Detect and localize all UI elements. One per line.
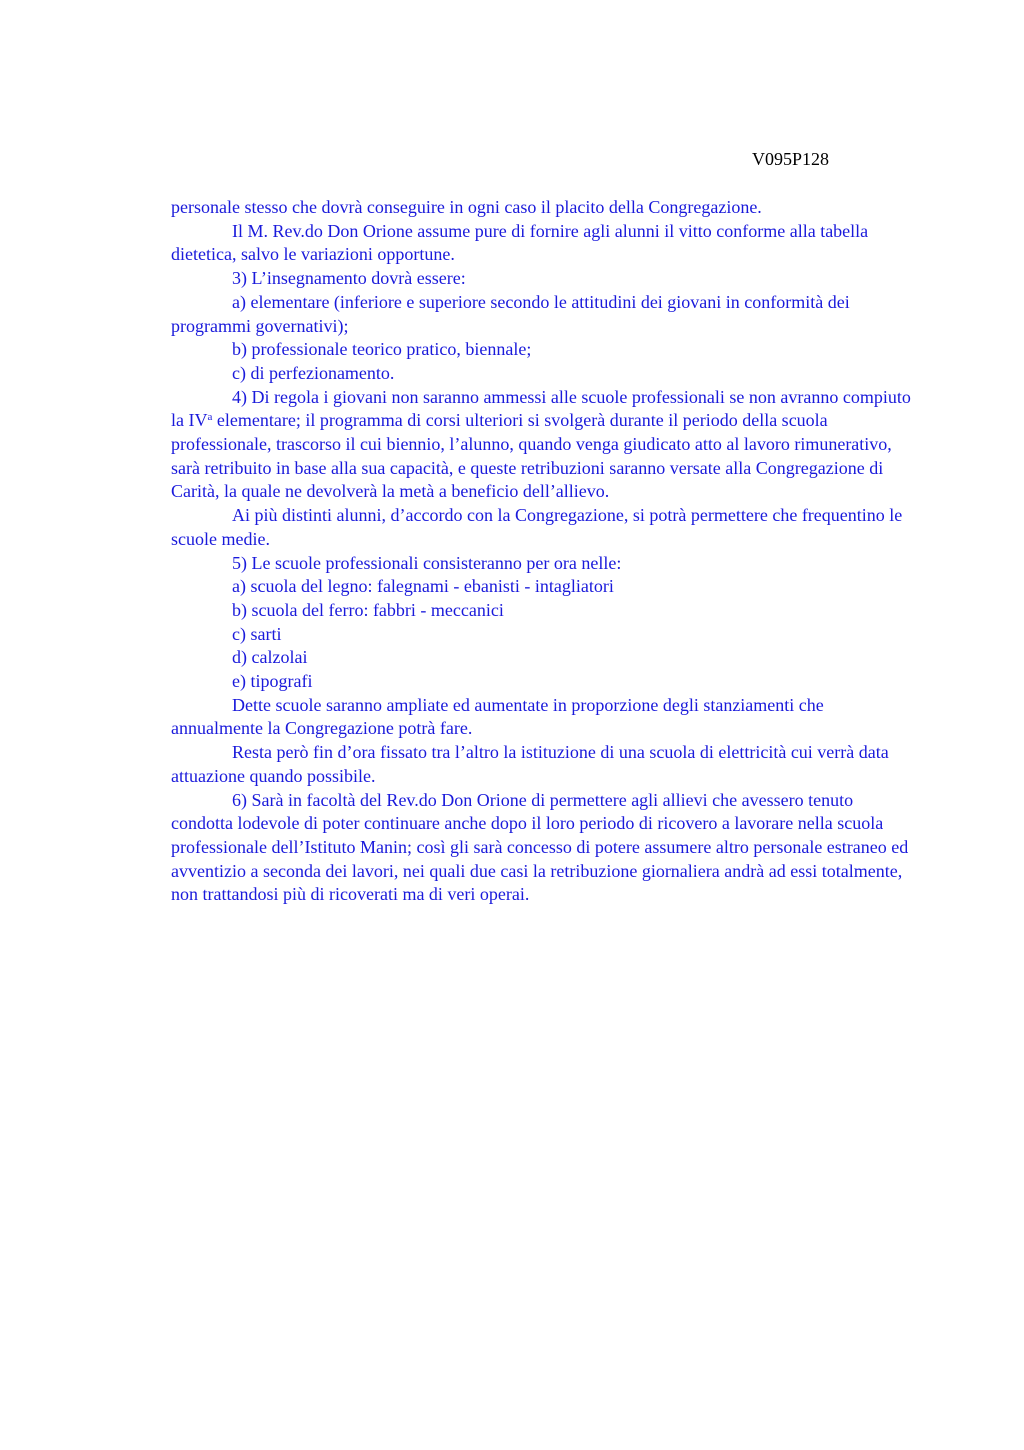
paragraph-elettricita: Resta però fin d’ora fissato tra l’altro la istituzione di una scuola di elettricità cui verrà data attuazione quando possibile. xyxy=(171,742,889,786)
clause-4-paragraph xyxy=(171,386,916,505)
clause-5-item-e: e) tipografi xyxy=(232,671,313,692)
clause-5-item-c: c) sarti xyxy=(232,623,282,644)
clause-3-item-a: a) elementare (inferiore e superiore secondo le attitudini dei giovani in conformità dei programmi governativi); xyxy=(171,291,850,336)
document-body xyxy=(171,196,916,907)
page-identifier: V095P128 xyxy=(752,149,830,169)
paragraph-vitto: Il M. Rev.do Don Orione assume pure di fornire agli alunni il vitto conforme alla tabella dietetica, salvo le variazioni opportune. xyxy=(171,220,869,265)
clause-4-text-after: elementare; il programma di corsi ulteriori si svolgerà durante il periodo della scuola professionale, trascorso il cui biennio, l’alunno, quando venga giudicato atto al lavoro rimunerativo, sarà retribuito in base alla sua capacità, e queste retribuzioni saranno versate alla Congregazione di Carità, la quale ne devolverà la metà a beneficio dell’allievo. xyxy=(171,410,892,502)
clause-3-item-b: b) professionale teorico pratico, biennale; xyxy=(232,339,532,360)
clause-4-text-before: 4) Di regola i giovani non saranno ammessi alle scuole professionali se non avranno compiuto la IV xyxy=(171,386,911,431)
ordinal-superscript: a xyxy=(207,411,213,424)
clause-3-item-c: c) di perfezionamento. xyxy=(232,362,395,383)
clause-5-heading: 5) Le scuole professionali consisteranno per ora nelle: xyxy=(232,552,622,573)
clause-5-item-b: b) scuola del ferro: fabbri - meccanici xyxy=(232,599,504,620)
clause-6-paragraph: 6) Sarà in facoltà del Rev.do Don Orione di permettere agli allievi che avessero tenuto condotta lodevole di poter continuare anche dopo il loro periodo di ricovero a lavorare nella scuola professionale dell’Istituto Manin; così gli sarà concesso di potere assumere altro personale estraneo ed avventizio a seconda dei lavori, nei quali due casi la retribuzione giornaliera andrà ad essi totalmente, non trattandosi più di ricoverati ma di veri operai. xyxy=(171,789,909,905)
paragraph-ampliamento: Dette scuole saranno ampliate ed aumentate in proporzione degli stanziamenti che annualmente la Congregazione potrà fare. xyxy=(171,694,824,739)
paragraph-continuation: personale stesso che dovrà conseguire in ogni caso il placito della Congregazione. xyxy=(171,197,762,217)
clause-5-item-a: a) scuola del legno: falegnami - ebanisti - intagliatori xyxy=(232,576,614,597)
paragraph-scuole-medie: Ai più distinti alunni, d’accordo con la Congregazione, si potrà permettere che frequentino le scuole medie. xyxy=(171,505,903,549)
clause-3-heading: 3) L’insegnamento dovrà essere: xyxy=(232,268,466,289)
clause-5-item-d: d) calzolai xyxy=(232,647,308,668)
